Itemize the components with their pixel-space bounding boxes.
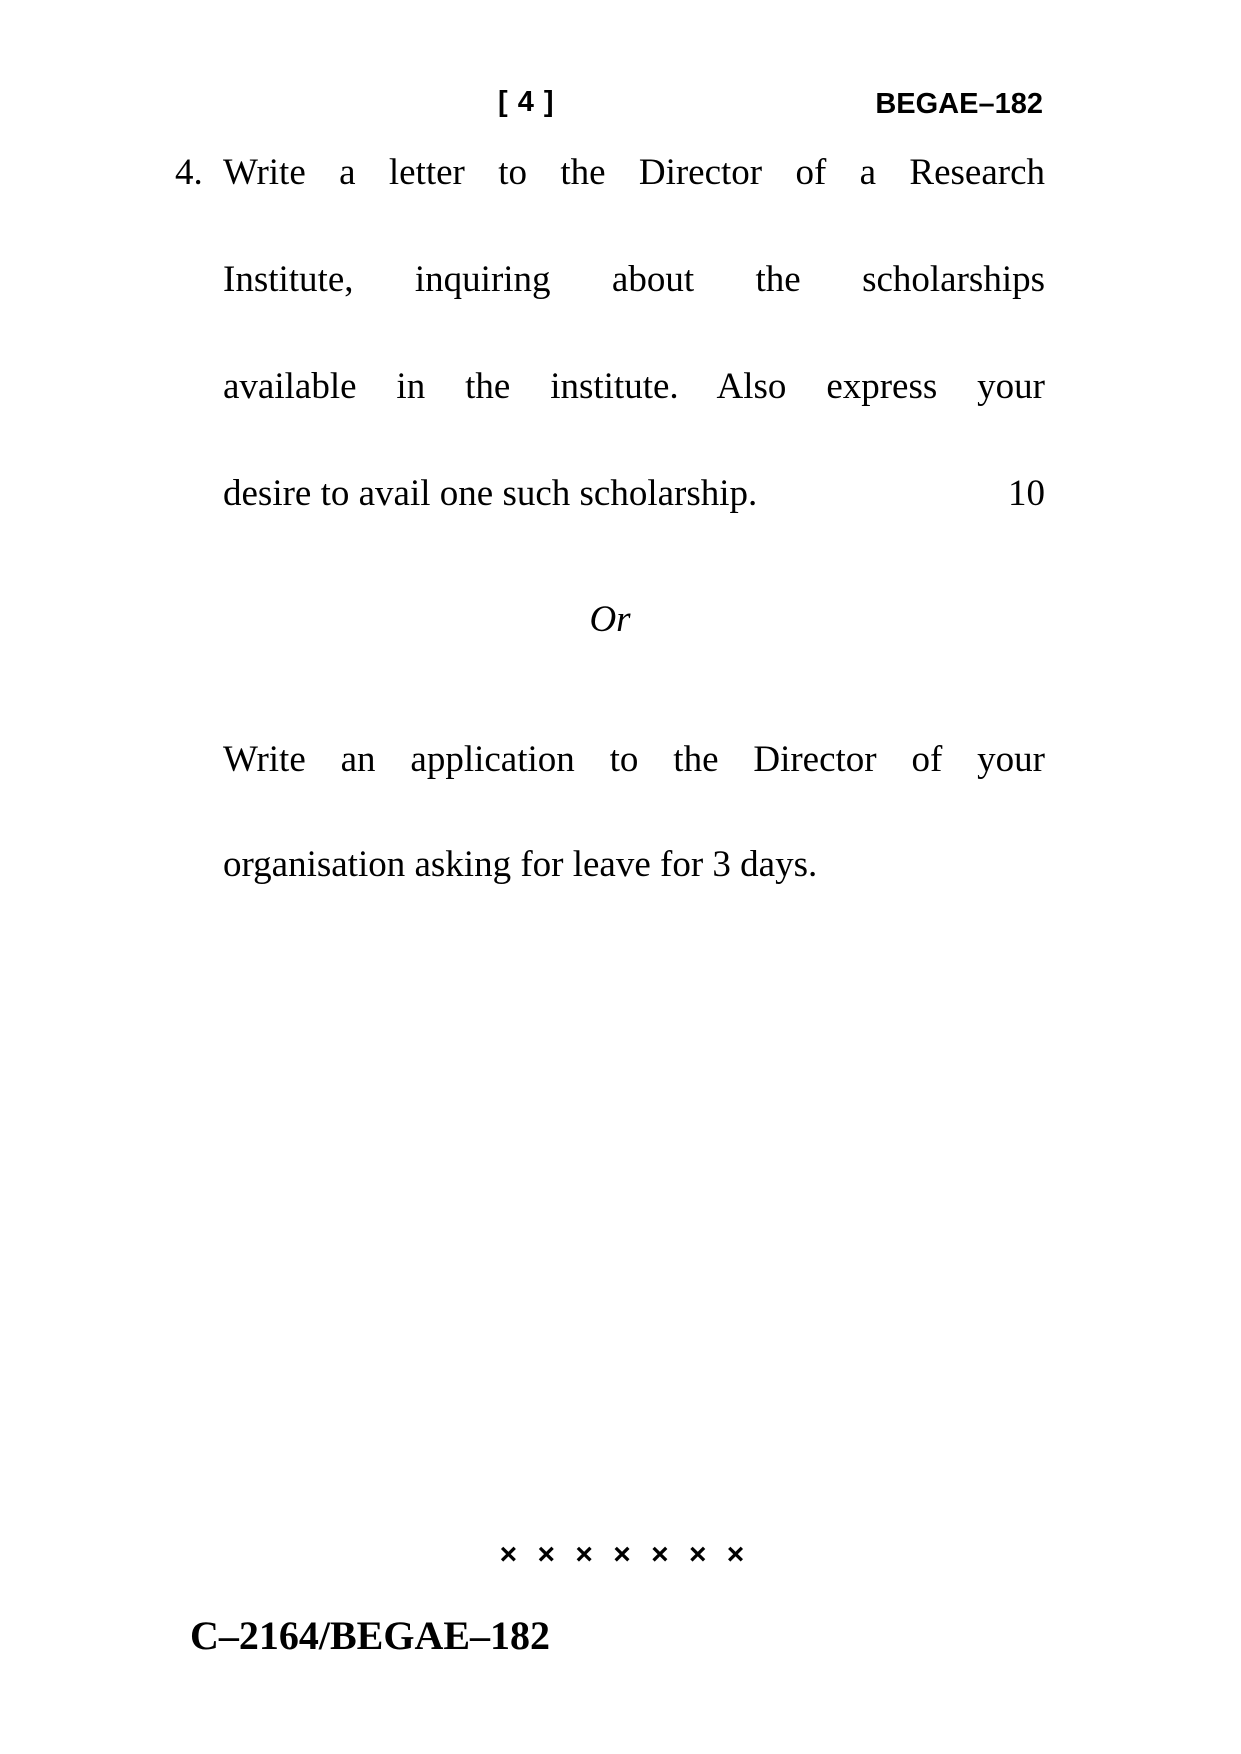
end-of-paper-marks: × × × × × × × — [499, 1538, 751, 1571]
alternative-line-2: organisation asking for leave for 3 days. — [223, 844, 818, 885]
question-line-4: desire to avail one such scholarship. — [223, 473, 758, 514]
question-last-line-row — [223, 471, 1045, 578]
question-line-2: Institute, inquiring about the scholarships — [223, 259, 1045, 300]
course-code: BEGAE–182 — [875, 88, 1043, 120]
alternative-line-1: Write an application to the Director of your — [223, 739, 1045, 780]
question-4 — [175, 150, 1045, 578]
question-line-3: available in the institute. Also express your — [223, 366, 1045, 407]
question-line-1: Write a letter to the Director of a Research — [223, 152, 1045, 193]
or-separator: Or — [589, 599, 631, 640]
paper-code-footer: C–2164/BEGAE–182 — [190, 1613, 551, 1658]
page-number: [ 4 ] — [498, 86, 555, 118]
question-marks: 10 — [1008, 473, 1045, 514]
question-text — [223, 150, 1045, 578]
alternative-question — [223, 737, 1045, 888]
question-number: 4. — [175, 152, 203, 193]
